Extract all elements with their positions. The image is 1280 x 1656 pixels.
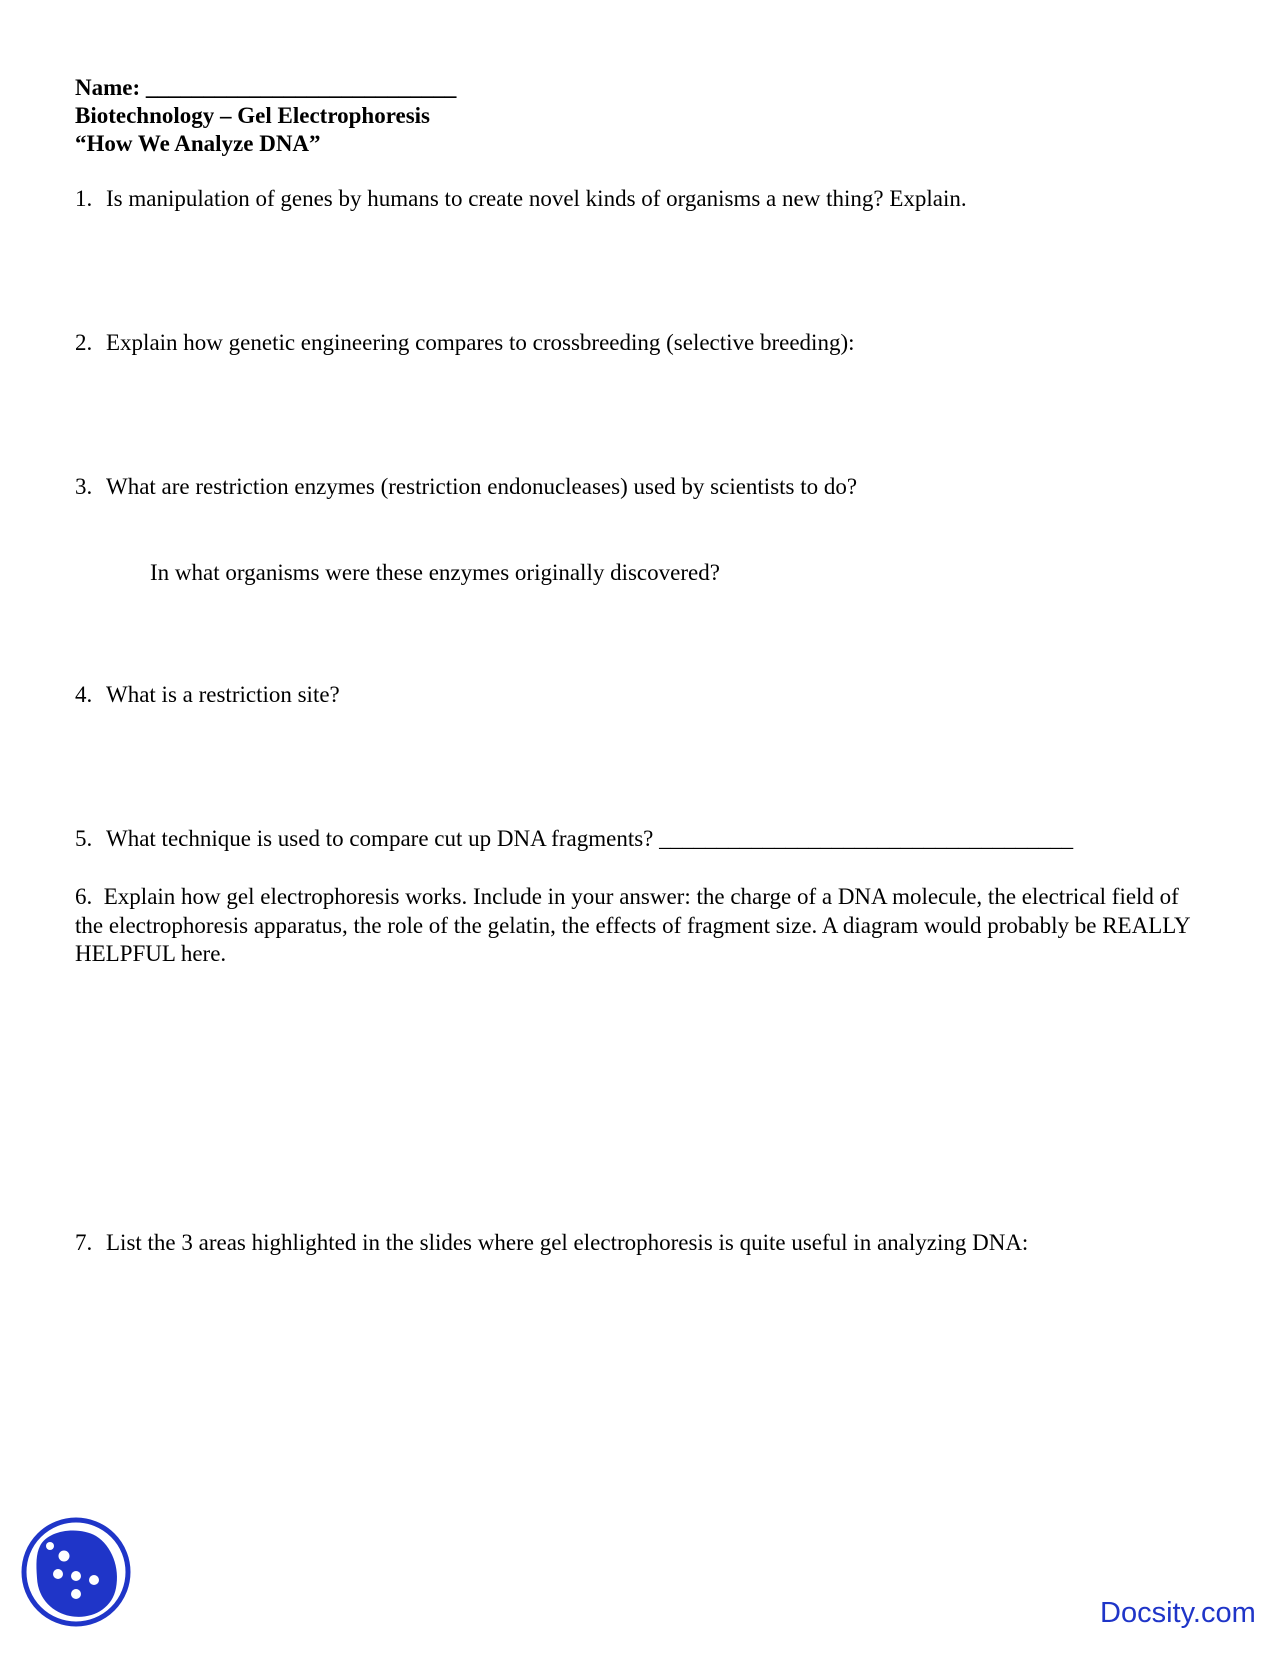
question-4 [75, 681, 340, 709]
question-7 [75, 1229, 1028, 1257]
worksheet-subtitle: “How We Analyze DNA” [75, 131, 321, 156]
question-number: 5. [75, 826, 93, 851]
question-number: 6. [75, 884, 93, 909]
question-5 [75, 825, 1073, 853]
question-number: 7. [75, 1230, 93, 1255]
question-1 [75, 185, 967, 213]
question-text: Is manipulation of genes by humans to create novel kinds of organisms a new thing? Explain. [106, 186, 967, 211]
name-field-label: Name: ___________________________ [75, 75, 457, 100]
question-number: 1. [75, 186, 93, 211]
question-number: 2. [75, 330, 93, 355]
question-text: Explain how gel electrophoresis works. Include in your answer: the charge of a DNA molecule, the electrical field of the electrophoresis apparatus, the role of the gelatin, the effects of fragment size. A diagram would probably be REALLY HELPFUL here. [75, 884, 1190, 966]
question-6 [75, 883, 1195, 969]
question-3 [75, 473, 857, 501]
course-title: Biotechnology – Gel Electrophoresis [75, 103, 430, 128]
question-number: 3. [75, 474, 93, 499]
question-text: What are restriction enzymes (restriction endonucleases) used by scientists to do? [106, 474, 858, 499]
question-text: List the 3 areas highlighted in the slides where gel electrophoresis is quite useful in analyzing DNA: [106, 1230, 1029, 1255]
question-2 [75, 329, 855, 357]
docsity-brand-link[interactable]: Docsity.com [1100, 1597, 1256, 1629]
question-number: 4. [75, 682, 93, 707]
question-text: Explain how genetic engineering compares to crossbreeding (selective breeding): [106, 330, 855, 355]
question-3-followup: In what organisms were these enzymes originally discovered? [150, 560, 720, 585]
docsity-logo-icon [20, 1516, 132, 1628]
question-text: What technique is used to compare cut up DNA fragments? ____________________________________ [106, 826, 1074, 851]
question-text: What is a restriction site? [106, 682, 340, 707]
